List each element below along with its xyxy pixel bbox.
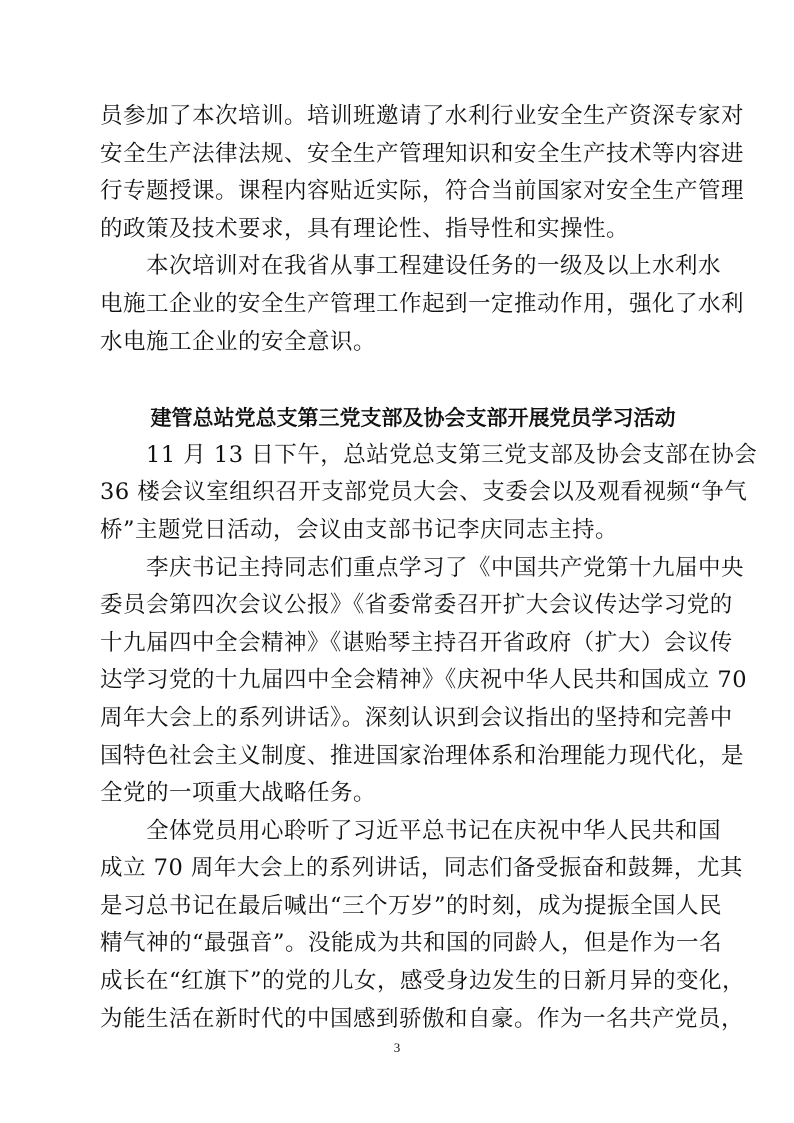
text-line: 36 楼会议室组织召开支部党员大会、支委会以及观看视频“争气 [100, 479, 748, 506]
text-line: 十九届四中全会精神》《谌贻琴主持召开省政府（扩大）会议传 [100, 629, 733, 656]
text-line: 水电施工企业的安全意识。 [100, 328, 377, 355]
page-number: 3 [393, 1040, 401, 1055]
section-heading: 建管总站党总支第三党支部及协会支部开展党员学习活动 [150, 405, 676, 431]
text-line: 为能生活在新时代的中国感到骄傲和自豪。作为一名共产党员， [100, 1005, 745, 1032]
text-line: 国特色社会主义制度、推进国家治理体系和治理能力现代化，是 [100, 742, 745, 769]
text-line: 全党的一项重大战略任务。 [100, 780, 377, 807]
text-line: 是习总书记在最后喊出“三个万岁”的时刻，成为提振全国人民 [100, 892, 723, 919]
text-line: 11 月 13 日下午，总站党总支第三党支部及协会支部在协会 [146, 441, 758, 468]
text-line: 周年大会上的系列讲话》。深刻认识到会议指出的坚持和完善中 [100, 704, 733, 731]
text-line: 的政策及技术要求，具有理论性、指导性和实操性。 [100, 215, 630, 242]
document-page [100, 98, 758, 1038]
text-line: 电施工企业的安全生产管理工作起到一定推动作用，强化了水利 [100, 290, 745, 317]
text-line: 桥”主题党日活动，会议由支部书记李庆同志主持。 [100, 516, 619, 543]
text-line: 精气神的“最强音”。没能成为共和国的同龄人，但是作为一名 [100, 930, 723, 957]
paragraph-meeting-intro [100, 437, 758, 550]
paragraph-training-participants [100, 98, 745, 248]
text-line: 李庆书记主持同志们重点学习了《中国共产党第十九届中央 [146, 554, 745, 581]
text-line: 员参加了本次培训。培训班邀请了水利行业安全生产资深专家对 [100, 103, 745, 129]
text-line: 达学习党的十九届四中全会精神》《庆祝中华人民共和国成立 70 [100, 667, 748, 694]
text-line: 委员会第四次会议公报》《省委常委召开扩大会议传达学习党的 [100, 592, 733, 619]
text-line: 全体党员用心聆听了习近平总书记在庆祝中华人民共和国 [146, 817, 722, 844]
text-line: 本次培训对在我省从事工程建设任务的一级及以上水利水 [146, 253, 722, 280]
paragraph-training-effect [100, 248, 745, 361]
text-line: 行专题授课。课程内容贴近实际，符合当前国家对安全生产管理 [100, 178, 745, 205]
text-line: 成长在“红旗下”的党的儿女，感受身边发生的日新月异的变化， [100, 968, 746, 995]
text-line: 成立 70 周年大会上的系列讲话，同志们备受振奋和鼓舞，尤其 [100, 855, 743, 882]
section-spacer [100, 361, 706, 399]
text-line: 安全生产法律法规、安全生产管理知识和安全生产技术等内容进 [100, 140, 745, 167]
paragraph-members-reflection [100, 813, 746, 1039]
paragraph-study-content [100, 550, 748, 813]
